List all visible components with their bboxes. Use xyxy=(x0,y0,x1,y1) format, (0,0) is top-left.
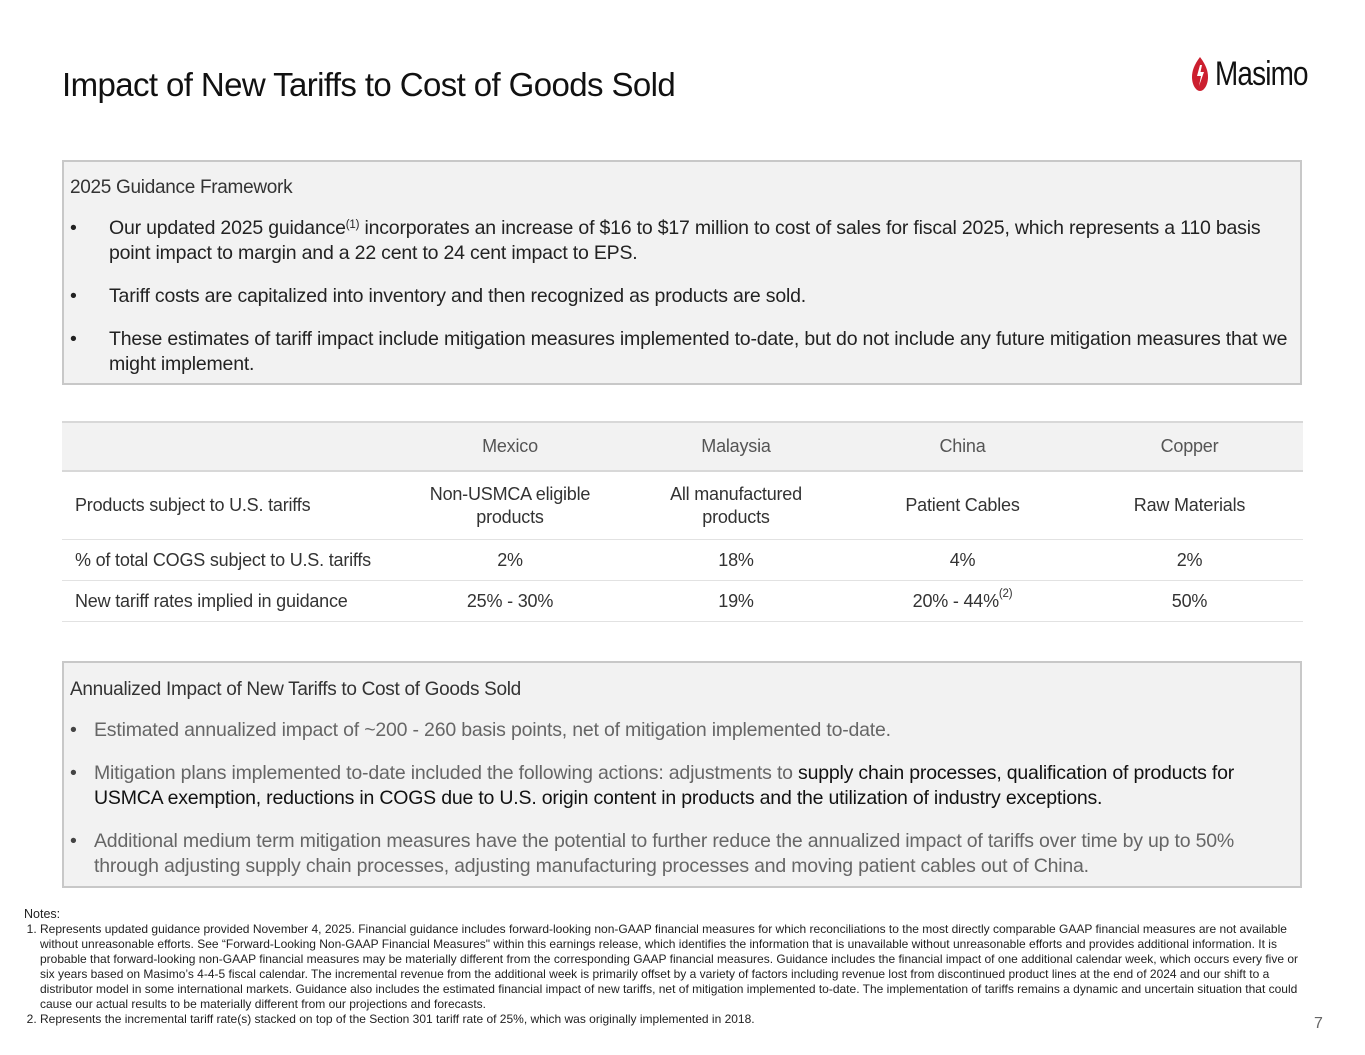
column-header-malaysia: Malaysia xyxy=(623,422,849,471)
masimo-logo-text: Masimo xyxy=(1215,54,1308,93)
annualized-bullet: • Mitigation plans implemented to-date included the following actions: adjustments to supply chain processes, qualification of products for USMCA exemption, reductions in COGS due to U.S. origin content in products and the utilization of industry exceptions. xyxy=(70,762,1235,809)
table-cell: 20% - 44%$^{(2)}$ xyxy=(849,581,1076,622)
table-cell: All manufactured products xyxy=(623,471,849,540)
guidance-bullet: • Tariff costs are capitalized into inventory and then recognized as products are sold. xyxy=(70,285,806,307)
table-cell: Raw Materials xyxy=(1076,471,1303,540)
table-cell: 2% xyxy=(397,540,623,581)
guidance-bullet: • These estimates of tariff impact include mitigation measures implemented to-date, but do not include any future mitigation measures that we might implement. xyxy=(70,328,1288,375)
table-row xyxy=(62,471,1303,540)
footnote-item: 2. Represents the incremental tariff rate(s) stacked on top of the Section 301 tariff rate of 25%, which was originally implemented in 2018. xyxy=(40,1012,1304,1027)
table-cell: 4% xyxy=(849,540,1076,581)
footnote-item: 1. Represents updated guidance provided November 4, 2025. Financial guidance includes forward-looking non-GAAP financial measures for which reconciliations to the most directly comparable GAAP financial measures are not available without unreasonable efforts. See “Forward-Looking Non-GAAP Financial Measures" within this earnings release, which identifies the information that is unavailable without unreasonable efforts and provides additional information. It is probable that forward-looking non-GAAP financial measures may be materially different from the corresponding GAAP financial measures. Guidance includes the financial impact of one additional calendar week, which occurs every five or six years based on Masimo’s 4-4-5 fiscal calendar. The incremental revenue from the additional week is primarily offset by a variety of factors including revenue lost from discontinued product lines at the end of 2024 and our shift to a distributor model in some international markets. Guidance also includes the estimated financial impact of new tariffs, net of mitigation implemented to-date. The implementation of tariffs remains a dynamic and uncertain situation that could cause our actual results to be materially different from our projections and forecasts. xyxy=(40,922,1304,1012)
annualized-impact-heading: Annualized Impact of New Tariffs to Cost of Goods Sold xyxy=(70,679,521,700)
guidance-framework-heading: 2025 Guidance Framework xyxy=(70,177,293,198)
column-header-china: China xyxy=(849,422,1076,471)
guidance-bullets xyxy=(64,216,1300,395)
table-cell: 19% xyxy=(623,581,849,622)
masimo-logo xyxy=(1190,52,1328,96)
annualized-bullet: • Estimated annualized impact of ~200 - 260 basis points, net of mitigation implemented to-date. xyxy=(70,719,891,741)
column-header xyxy=(62,422,397,471)
footnote-ref-1: (1) xyxy=(345,219,360,231)
page-number: 7 xyxy=(1314,1015,1323,1032)
masimo-logo-mark-icon xyxy=(1190,55,1210,93)
footnote-ref-2: (2) xyxy=(998,587,1013,600)
annualized-impact-box xyxy=(62,661,1302,888)
row-label: New tariff rates implied in guidance xyxy=(62,581,397,622)
table-row xyxy=(62,581,1303,622)
table-cell: Non-USMCA eligible products xyxy=(397,471,623,540)
row-label: Products subject to U.S. tariffs xyxy=(62,471,397,540)
table-cell: Patient Cables xyxy=(849,471,1076,540)
notes-heading: Notes: xyxy=(24,907,61,921)
table-cell: 25% - 30% xyxy=(397,581,623,622)
guidance-framework-box xyxy=(62,160,1302,385)
annualized-bullet: • Additional medium term mitigation measures have the potential to further reduce the annualized impact of tariffs over time by up to 50% through adjusting supply chain processes, adjusting manufacturing processes and moving patient cables out of China. xyxy=(70,830,1235,877)
column-header-copper: Copper xyxy=(1076,422,1303,471)
guidance-bullet: • Our updated 2025 guidance$^{(1)}$ incorporates an increase of $16 to $17 million to cost of sales for fiscal 2025, which represents a 110 basis point impact to margin and a 22 cent to 24 cent impact to EPS. xyxy=(70,217,1261,264)
column-header-mexico: Mexico xyxy=(397,422,623,471)
tariff-table xyxy=(62,421,1303,622)
annualized-bullets xyxy=(64,718,1300,897)
table-cell: 18% xyxy=(623,540,849,581)
row-label: % of total COGS subject to U.S. tariffs xyxy=(62,540,397,581)
table-row xyxy=(62,540,1303,581)
table-header-row xyxy=(62,422,1303,471)
footnotes xyxy=(24,907,1304,1027)
table-cell: 50% xyxy=(1076,581,1303,622)
table-cell: 2% xyxy=(1076,540,1303,581)
page-title: Impact of New Tariffs to Cost of Goods Sold xyxy=(62,66,676,103)
